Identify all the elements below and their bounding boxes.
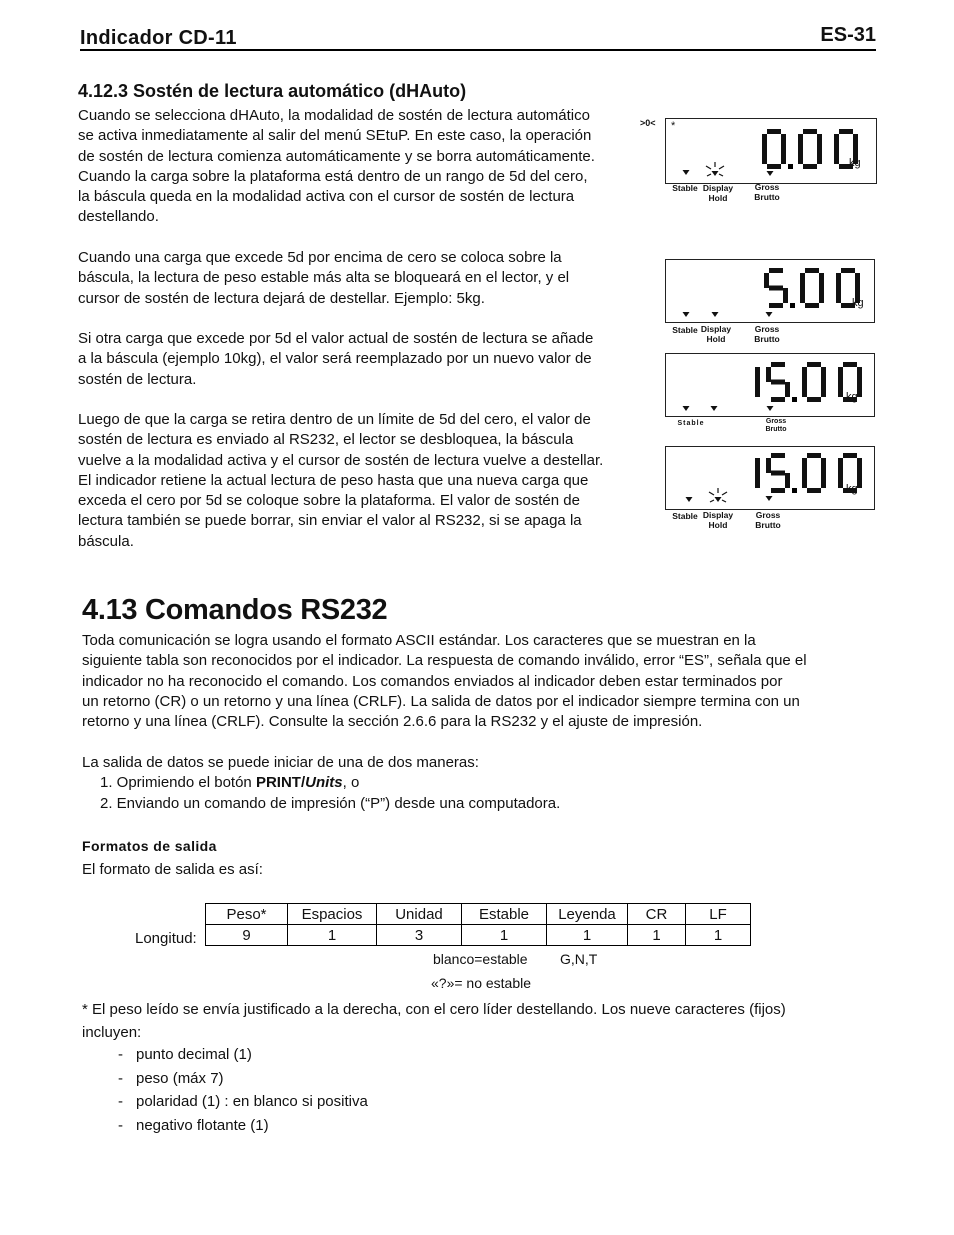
gross-brutto-label: Gross Brutto — [755, 510, 781, 530]
cursor-arrow-icon — [712, 312, 719, 317]
table-header-cell: CR — [628, 904, 686, 925]
table-header-cell: Unidad — [377, 904, 462, 925]
digit-segment — [805, 303, 819, 308]
digit-segment — [785, 473, 790, 488]
blink-ray — [719, 166, 724, 169]
paragraph-line: la báscula queda en la modalidad activa con el cursor de sostén de lectura — [78, 188, 575, 206]
blink-ray — [709, 492, 714, 495]
output-format-table — [205, 903, 751, 946]
digits-3 — [666, 447, 874, 509]
paragraph-line: indicador no ha reconocido el comando. Los comandos enviados al indicador deben estar terminados por — [82, 672, 783, 690]
unit-label: kg — [849, 157, 861, 169]
digits-2 — [666, 354, 874, 416]
digit-segment — [771, 453, 785, 458]
digit-segment — [755, 367, 760, 382]
digit-segment — [771, 488, 785, 493]
digit-segment — [771, 380, 785, 385]
decimal-point — [790, 303, 795, 308]
digit-segment — [767, 129, 781, 134]
digit-segment — [805, 268, 819, 273]
digit-segment — [800, 288, 805, 303]
digit-segment — [798, 149, 803, 164]
table-cell: 1 — [686, 925, 751, 946]
display-panel-zero — [665, 118, 877, 184]
document-title: Indicador CD-11 — [80, 27, 237, 49]
paragraph-line: de sostén de lectura comienza automáticamente y se borra automáticamente. — [78, 147, 595, 165]
digit-segment — [836, 273, 841, 288]
table-cell: 9 — [206, 925, 288, 946]
star-mark: * — [671, 120, 676, 132]
digit-segment — [802, 367, 807, 382]
list-item: - punto decimal (1) — [118, 1046, 252, 1063]
zero-indicator: >0< — [640, 118, 656, 128]
table-cell: 1 — [628, 925, 686, 946]
digit-segment — [764, 273, 769, 288]
table-row — [206, 925, 751, 946]
digit-segment — [767, 164, 781, 169]
output-start-text: La salida de datos se puede iniciar de una de dos maneras: — [82, 754, 479, 771]
digit-segment — [755, 473, 760, 488]
blink-ray — [706, 166, 711, 169]
digits-0 — [666, 119, 876, 183]
table-header-row — [206, 904, 751, 925]
gross-brutto-label: Gross Brutto — [765, 418, 787, 433]
paragraph-line: báscula. — [78, 532, 134, 550]
unit-label: kg — [846, 391, 858, 403]
table-cell: 1 — [462, 925, 547, 946]
decimal-point — [788, 164, 793, 169]
digit-segment — [857, 382, 862, 397]
display-hold-label: Display Hold — [702, 183, 734, 203]
section-heading-4-12-3: 4.12.3 Sostén de lectura automático (dHAuto) — [78, 81, 467, 101]
list-item: - negativo flotante (1) — [118, 1116, 269, 1134]
gross-brutto-label: Gross Brutto — [754, 182, 780, 202]
digit-segment — [771, 471, 785, 476]
display-panel-15 — [665, 353, 875, 417]
paragraph-4 — [78, 410, 603, 552]
paragraph-line: vuelve a la modalidad activa y el cursor de sostén de lectura vuelve a destellar. — [78, 451, 604, 469]
paragraph-line: El indicador retiene la actual lectura de peso hasta que una nueva carga que — [78, 471, 589, 489]
list-item: - peso (máx 7) — [118, 1069, 224, 1087]
list-item: - polaridad (1) : en blanco si positiva — [118, 1093, 368, 1110]
table-cell: 1 — [288, 925, 377, 946]
digit-segment — [781, 149, 786, 164]
cursor-arrow-icon — [766, 312, 773, 317]
digit-segment — [821, 473, 826, 488]
section-heading-4-13: 4.13 Comandos RS232 — [82, 594, 388, 626]
display-hold-label: Display Hold — [702, 510, 734, 530]
output-formats-heading: Formatos de salida — [82, 838, 217, 854]
digit-segment — [838, 458, 843, 473]
paragraph-line: un retorno (CR) o un retorno y una línea (CRLF). La salida de datos por el indicador siempre termina con un — [82, 692, 800, 710]
cursor-arrow-icon — [712, 171, 719, 176]
digit-segment — [783, 288, 788, 303]
table-header-cell: Peso* — [206, 904, 288, 925]
cursor-arrow-icon — [767, 406, 774, 411]
paragraph-line: sostén de lectura es enviado al RS232, el lector se desbloquea, la báscula — [78, 431, 574, 449]
paragraph-line: destellando. — [78, 208, 159, 226]
paragraph-line: báscula, la lectura de peso estable más alta se bloqueará en el lector, y el — [78, 269, 570, 287]
stable-label: Stable — [672, 511, 698, 521]
digit-segment — [839, 129, 853, 134]
unit-label: kg — [852, 297, 864, 309]
paragraph-3 — [78, 329, 593, 390]
digit-segment — [838, 367, 843, 382]
digit-segment — [785, 382, 790, 397]
paragraph-2 — [78, 248, 569, 309]
digit-segment — [821, 382, 826, 397]
decimal-point — [792, 397, 797, 402]
paragraph-line: siguiente tabla son reconocidos por el indicador. La respuesta de comando inválido, error “ES”, señala que el — [82, 652, 807, 670]
digit-segment — [755, 458, 760, 473]
digit-segment — [855, 273, 860, 288]
list-item-command: 2. Enviando un comando de impresión (“P”) desde una computadora. — [100, 795, 561, 812]
display-panel-15-hold — [665, 446, 875, 510]
digit-segment — [807, 488, 821, 493]
digit-segment — [781, 134, 786, 149]
display-hold-label: Display Hold — [700, 324, 732, 344]
table-cell: 3 — [377, 925, 462, 946]
paragraph-line: Luego de que la carga se retira dentro de un límite de 5d del cero, el valor de — [78, 411, 591, 428]
rs232-intro-paragraph — [82, 631, 807, 732]
digit-segment — [857, 473, 862, 488]
digit-segment — [771, 362, 785, 367]
cursor-arrow-icon — [683, 406, 690, 411]
digit-segment — [857, 367, 862, 382]
table-header-cell: LF — [686, 904, 751, 925]
paragraph-line: exceda el cero por 5d se coloque sobre la plataforma. El valor de sostén de — [78, 492, 580, 510]
paragraph-line: sostén de lectura. — [78, 370, 197, 388]
digit-segment — [771, 397, 785, 402]
digit-segment — [838, 382, 843, 397]
list-item-print: 1. Oprimiendo el botón PRINT/Units, o — [100, 774, 360, 791]
digit-segment — [802, 458, 807, 473]
paragraph-line: Cuando una carga que excede 5d por encima de cero se coloca sobre la — [78, 249, 562, 266]
digit-segment — [843, 362, 857, 367]
table-header-cell: Espacios — [288, 904, 377, 925]
digit-segment — [853, 134, 858, 149]
stable-label: Stable — [677, 420, 705, 427]
display-panel-5 — [665, 259, 875, 323]
paragraph-line: Cuando la carga sobre la plataforma está dentro de un rango de 5d del cero, — [78, 167, 588, 185]
paragraph-line: Cuando se selecciona dHAuto, la modalidad de sostén de lectura automático — [78, 107, 590, 124]
digit-segment — [821, 458, 826, 473]
digit-segment — [800, 273, 805, 288]
header-rule — [80, 49, 876, 51]
decimal-point — [792, 488, 797, 493]
blink-ray — [707, 174, 711, 176]
cursor-arrow-icon — [683, 312, 690, 317]
digit-segment — [802, 382, 807, 397]
paragraph-line: a la báscula (ejemplo 10kg), el valor será reemplazado por un nuevo valor de — [78, 350, 592, 368]
paragraph-line: lectura también se puede borrar, sin enviar el valor al RS232, si se apaga la — [78, 512, 582, 530]
output-formats-text: El formato de salida es así: — [82, 861, 263, 878]
note-inestable: «?»= no estable — [431, 975, 532, 991]
digit-segment — [819, 273, 824, 288]
included-list — [118, 1043, 368, 1137]
digit-segment — [802, 473, 807, 488]
digit-segment — [857, 458, 862, 473]
table-header-cell: Leyenda — [547, 904, 628, 925]
table-header-cell: Estable — [462, 904, 547, 925]
digit-segment — [769, 268, 783, 273]
digit-segment — [803, 164, 817, 169]
cursor-arrow-icon — [683, 170, 690, 175]
digit-segment — [769, 286, 783, 291]
digit-segment — [769, 303, 783, 308]
digit-segment — [817, 134, 822, 149]
footnote-line: * El peso leído se envía justificado a la derecha, con el cero líder destellando. Los nueve caracteres (fijos) — [82, 1001, 786, 1018]
unit-label: kg — [846, 483, 858, 495]
cursor-arrow-icon — [767, 171, 774, 176]
stable-label: Stable — [672, 325, 698, 335]
digit-segment — [843, 453, 857, 458]
paragraph-line: Si otra carga que excede por 5d el valor actual de sostén de lectura se añade — [78, 330, 594, 347]
note-estable: blanco=estable — [433, 951, 528, 967]
cursor-arrow-icon — [766, 496, 773, 501]
blink-ray — [722, 492, 727, 495]
digit-segment — [755, 382, 760, 397]
footnote-line: incluyen: — [82, 1024, 142, 1041]
digit-segment — [836, 288, 841, 303]
digit-segment — [807, 362, 821, 367]
blink-ray — [710, 500, 714, 502]
digit-segment — [766, 367, 771, 382]
digit-segment — [807, 397, 821, 402]
blink-ray — [719, 174, 723, 176]
digit-segment — [819, 288, 824, 303]
cursor-arrow-icon — [711, 406, 718, 411]
digit-segment — [798, 134, 803, 149]
stable-label: Stable — [672, 183, 698, 193]
table-row-label: Longitud: — [135, 930, 197, 947]
cursor-arrow-icon — [715, 497, 722, 502]
digit-segment — [838, 473, 843, 488]
footnote — [82, 998, 786, 1044]
gross-brutto-label: Gross Brutto — [754, 324, 780, 344]
digit-segment — [834, 134, 839, 149]
digit-segment — [762, 134, 767, 149]
note-leyenda: G,N,T — [560, 951, 598, 967]
paragraph-line: cursor de sostén de lectura dejará de destellar. Ejemplo: 5kg. — [78, 289, 485, 307]
digit-segment — [834, 149, 839, 164]
page-number: ES-31 — [820, 24, 876, 46]
digit-segment — [841, 268, 855, 273]
paragraph-line: Toda comunicación se logra usando el formato ASCII estándar. Los caracteres que se muestran en la — [82, 632, 756, 649]
digit-segment — [821, 367, 826, 382]
paragraph-line: retorno y una línea (CRLF). Consulte la sección 2.6.6 para la RS232 y el ajuste de impresión. — [82, 713, 703, 731]
blink-ray — [722, 500, 726, 502]
cursor-arrow-icon — [686, 497, 693, 502]
digit-segment — [803, 129, 817, 134]
digit-segment — [762, 149, 767, 164]
digit-segment — [766, 458, 771, 473]
digits-1 — [666, 260, 874, 322]
digit-segment — [817, 149, 822, 164]
paragraph-line: se activa inmediatamente al salir del menú SEtuP. En este caso, la operación — [78, 127, 592, 145]
digit-segment — [807, 453, 821, 458]
table-cell: 1 — [547, 925, 628, 946]
paragraph-1 — [78, 106, 595, 228]
